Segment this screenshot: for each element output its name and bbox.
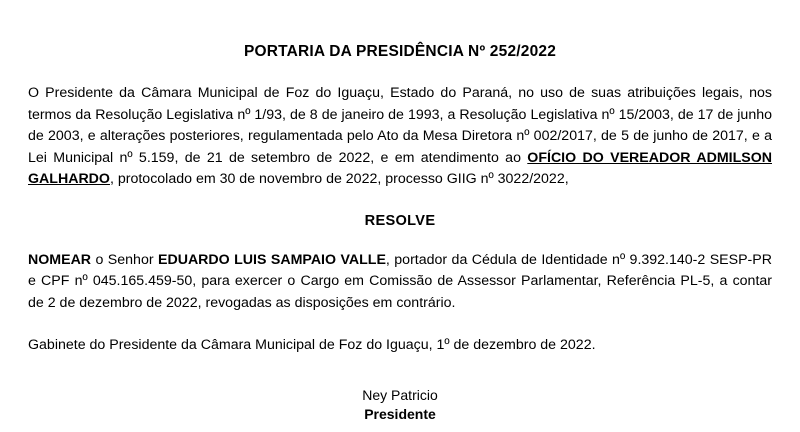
signature-block bbox=[28, 357, 772, 424]
paragraph-place-date: Gabinete do Presidente da Câmara Municipal de Foz do Iguaçu, 1º de dezembro de 2022. bbox=[28, 337, 596, 353]
paragraph-preamble bbox=[28, 61, 772, 191]
preamble-text-part-1: O Presidente da Câmara Municipal de Foz do Iguaçu, Estado do Paraná, no uso de suas atribuições legais, nos termos da Resolução Legislativa nº 1/93, de 8 de janeiro de 1993, a Resolução Legislativa nº 15/2003, de 17 de junho de 2003, e alterações posteriores, regulamentada pelo Ato da Mesa Diretora nº 002/2017, de 5 de junho de 2017, e a Lei Municipal nº 5.159, de 21 de setembro de 2022, e em atendimento ao bbox=[28, 85, 772, 166]
preamble-emphasis-oficio: OFÍCIO DO VEREADOR ADMILSON GALHARDO bbox=[28, 149, 772, 187]
appointment-text-part-1: o Senhor bbox=[91, 251, 158, 268]
page-title: PORTARIA DA PRESIDÊNCIA Nº 252/2022 bbox=[243, 43, 557, 60]
appointee-name: EDUARDO LUIS SAMPAIO VALLE bbox=[157, 251, 386, 268]
paragraph-appointment bbox=[28, 229, 772, 315]
signatory-name: Ney Patricio bbox=[362, 386, 438, 403]
preamble-text-part-2: , protocolado em 30 de novembro de 2022, processo GIIG nº 3022/2022, bbox=[109, 171, 569, 187]
appointment-verb: NOMEAR bbox=[28, 251, 92, 268]
signatory-role: Presidente bbox=[364, 405, 436, 422]
resolve-heading: RESOLVE bbox=[364, 212, 436, 229]
appointment-text-part-2: , portador da Cédula de Identidade nº 9.392.140-2 SESP-PR e CPF nº 045.165.459-50, para exercer o Cargo em Comissão de Assessor Parlamentar, Referência PL-5, a contar de 2 de dezembro de 2022, revogadas as disposições em contrário. bbox=[28, 251, 772, 311]
